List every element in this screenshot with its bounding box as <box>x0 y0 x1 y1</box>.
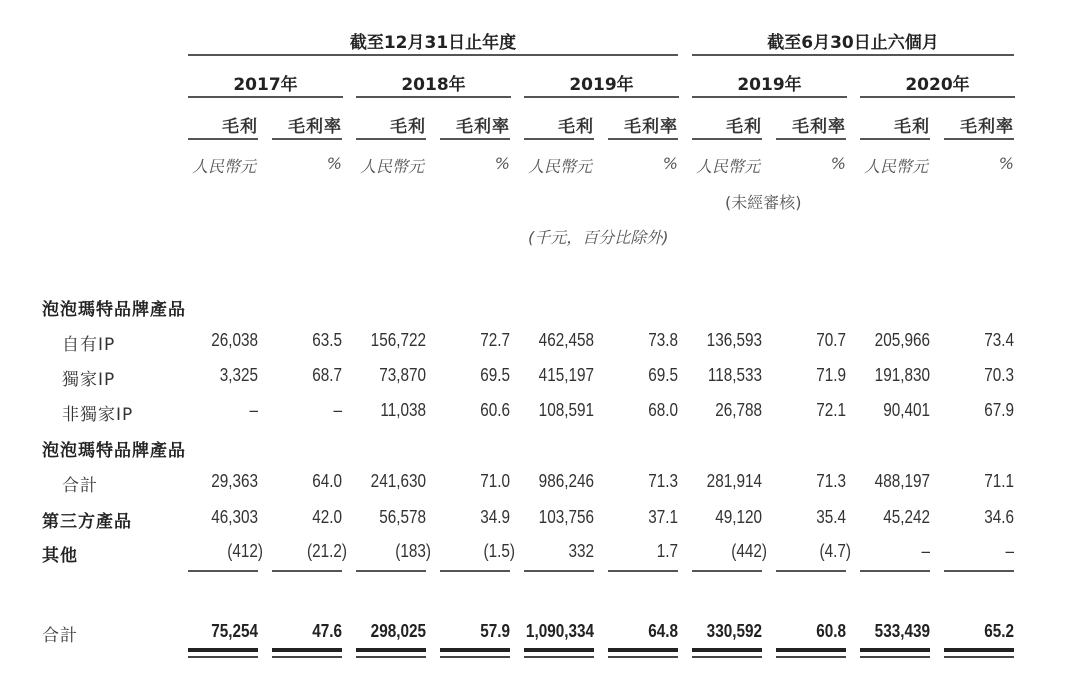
table-cell: 71.0 <box>480 471 510 491</box>
year-2019: 2019年 <box>569 75 634 95</box>
total-double-rule <box>776 648 846 652</box>
total-cell: 60.8 <box>816 621 846 641</box>
col-header-margin: 毛利率 <box>456 117 510 137</box>
table-cell: 34.9 <box>480 507 510 527</box>
subtotal-rule <box>188 570 258 572</box>
group-title-annual: 截至12月31日止年度 <box>349 33 517 53</box>
table-cell: 64.0 <box>312 471 342 491</box>
table-cell: 415,197 <box>538 365 594 385</box>
table-cell: 73,870 <box>379 365 426 385</box>
total-double-rule <box>188 648 258 652</box>
table-cell: 67.9 <box>984 400 1014 420</box>
col-header-rule <box>608 138 678 140</box>
table-cell: 986,246 <box>538 471 594 491</box>
year-rule <box>524 96 679 98</box>
subtotal-rule <box>944 570 1014 572</box>
section-label: 泡泡瑪特品牌產品 <box>42 441 186 461</box>
total-cell: 330,592 <box>706 621 762 641</box>
total-double-rule <box>272 656 342 658</box>
table-cell: 26,038 <box>211 330 258 350</box>
table-cell: 73.8 <box>648 330 678 350</box>
total-cell: 533,439 <box>874 621 930 641</box>
table-cell: 70.3 <box>984 365 1014 385</box>
table-cell: 69.5 <box>480 365 510 385</box>
col-header-rule <box>356 138 426 140</box>
table-cell: – <box>249 400 258 420</box>
total-double-rule <box>524 648 594 652</box>
unit-rmb: 人民幣元 <box>696 157 761 176</box>
section-label: 泡泡瑪特品牌產品 <box>42 300 186 320</box>
table-cell: 42.0 <box>312 507 342 527</box>
table-cell: (4.7) <box>819 541 851 561</box>
unit-percent: % <box>662 154 678 173</box>
table-cell: 73.4 <box>984 330 1014 350</box>
total-cell: 47.6 <box>312 621 342 641</box>
table-cell: 136,593 <box>706 330 762 350</box>
total-double-rule <box>356 656 426 658</box>
col-header-margin: 毛利率 <box>792 117 846 137</box>
row-label: 第三方產品 <box>42 512 132 532</box>
unaudited-note: (未經審核) <box>725 193 802 212</box>
unit-percent: % <box>998 154 1014 173</box>
total-cell: 65.2 <box>984 621 1014 641</box>
col-header-rule <box>272 138 342 140</box>
year-rule <box>188 96 343 98</box>
table-cell: 72.1 <box>816 400 846 420</box>
table-cell: 156,722 <box>370 330 426 350</box>
table-cell: 45,242 <box>883 507 930 527</box>
table-cell: 90,401 <box>883 400 930 420</box>
table-cell: 71.1 <box>984 471 1014 491</box>
table-cell: 35.4 <box>816 507 846 527</box>
table-cell: – <box>333 400 342 420</box>
year-2017: 2017年 <box>233 75 298 95</box>
year-rule <box>860 96 1015 98</box>
col-header-margin: 毛利率 <box>960 117 1014 137</box>
subtotal-rule <box>608 570 678 572</box>
unit-rmb: 人民幣元 <box>864 157 929 176</box>
total-cell: 64.8 <box>648 621 678 641</box>
row-label: 合計 <box>62 476 98 496</box>
year-rule <box>356 96 511 98</box>
table-cell: (1.5) <box>483 541 515 561</box>
subtotal-rule <box>692 570 762 572</box>
year-2020-half: 2020年 <box>905 75 970 95</box>
table-cell: 68.7 <box>312 365 342 385</box>
unit-percent: % <box>494 154 510 173</box>
total-cell: 75,254 <box>211 621 258 641</box>
table-cell: 462,458 <box>538 330 594 350</box>
subtotal-rule <box>272 570 342 572</box>
col-header-gross-profit: 毛利 <box>222 117 258 137</box>
total-double-rule <box>944 656 1014 658</box>
table-cell: 241,630 <box>370 471 426 491</box>
total-double-rule <box>860 656 930 658</box>
table-cell: 332 <box>568 541 594 561</box>
col-header-gross-profit: 毛利 <box>726 117 762 137</box>
table-cell: 26,788 <box>715 400 762 420</box>
total-double-rule <box>524 656 594 658</box>
total-double-rule <box>860 648 930 652</box>
total-double-rule <box>692 648 762 652</box>
table-cell: 56,578 <box>379 507 426 527</box>
table-cell: 108,591 <box>538 400 594 420</box>
total-double-rule <box>272 648 342 652</box>
unit-rmb: 人民幣元 <box>360 157 425 176</box>
table-cell: 49,120 <box>715 507 762 527</box>
unit-note: (千元，百分比除外) <box>528 228 669 247</box>
col-header-margin: 毛利率 <box>624 117 678 137</box>
subtotal-rule <box>776 570 846 572</box>
total-double-rule <box>440 648 510 652</box>
col-header-rule <box>440 138 510 140</box>
group-rule-annual <box>188 54 678 56</box>
row-label: 非獨家IP <box>62 405 134 425</box>
table-cell: 71.3 <box>816 471 846 491</box>
table-cell: (21.2) <box>307 541 347 561</box>
total-double-rule <box>944 648 1014 652</box>
total-double-rule <box>440 656 510 658</box>
table-cell: 118,533 <box>707 365 762 385</box>
table-cell: (183) <box>395 541 431 561</box>
table-cell: 70.7 <box>816 330 846 350</box>
col-header-gross-profit: 毛利 <box>390 117 426 137</box>
table-cell: – <box>921 541 930 561</box>
table-cell: 72.7 <box>480 330 510 350</box>
table-cell: 71.3 <box>648 471 678 491</box>
table-cell: 29,363 <box>211 471 258 491</box>
table-cell: (412) <box>227 541 263 561</box>
table-cell: 103,756 <box>538 507 594 527</box>
col-header-rule <box>944 138 1014 140</box>
group-title-half-year: 截至6月30日止六個月 <box>767 33 939 53</box>
col-header-rule <box>860 138 930 140</box>
table-cell: 60.6 <box>480 400 510 420</box>
table-cell: 63.5 <box>312 330 342 350</box>
subtotal-rule <box>524 570 594 572</box>
subtotal-rule <box>356 570 426 572</box>
table-cell: 281,914 <box>706 471 762 491</box>
subtotal-rule <box>860 570 930 572</box>
total-cell: 298,025 <box>370 621 426 641</box>
table-cell: 69.5 <box>648 365 678 385</box>
table-cell: (442) <box>731 541 767 561</box>
total-cell: 1,090,334 <box>525 621 594 641</box>
table-cell: 1.7 <box>656 541 678 561</box>
col-header-rule <box>524 138 594 140</box>
total-double-rule <box>188 656 258 658</box>
total-double-rule <box>608 656 678 658</box>
table-cell: 11,038 <box>380 400 426 420</box>
year-2019-half: 2019年 <box>737 75 802 95</box>
year-2018: 2018年 <box>401 75 466 95</box>
col-header-gross-profit: 毛利 <box>558 117 594 137</box>
unit-rmb: 人民幣元 <box>528 157 593 176</box>
total-cell: 57.9 <box>480 621 510 641</box>
row-label: 其他 <box>42 546 78 566</box>
table-cell: 191,830 <box>874 365 930 385</box>
table-cell: 37.1 <box>648 507 678 527</box>
row-label: 自有IP <box>62 335 116 355</box>
group-rule-half-year <box>692 54 1014 56</box>
col-header-rule <box>692 138 762 140</box>
total-label: 合計 <box>42 626 78 646</box>
total-double-rule <box>776 656 846 658</box>
unit-rmb: 人民幣元 <box>192 157 257 176</box>
table-cell: 3,325 <box>219 365 258 385</box>
col-header-gross-profit: 毛利 <box>894 117 930 137</box>
col-header-rule <box>188 138 258 140</box>
subtotal-rule <box>440 570 510 572</box>
unit-percent: % <box>830 154 846 173</box>
table-cell: 71.9 <box>816 365 846 385</box>
table-cell: – <box>1005 541 1014 561</box>
table-cell: 46,303 <box>211 507 258 527</box>
total-double-rule <box>356 648 426 652</box>
total-double-rule <box>692 656 762 658</box>
total-double-rule <box>608 648 678 652</box>
unit-percent: % <box>326 154 342 173</box>
col-header-margin: 毛利率 <box>288 117 342 137</box>
table-cell: 488,197 <box>874 471 930 491</box>
table-cell: 34.6 <box>984 507 1014 527</box>
row-label: 獨家IP <box>62 370 116 390</box>
col-header-rule <box>776 138 846 140</box>
year-rule <box>692 96 847 98</box>
table-cell: 68.0 <box>648 400 678 420</box>
table-cell: 205,966 <box>874 330 930 350</box>
